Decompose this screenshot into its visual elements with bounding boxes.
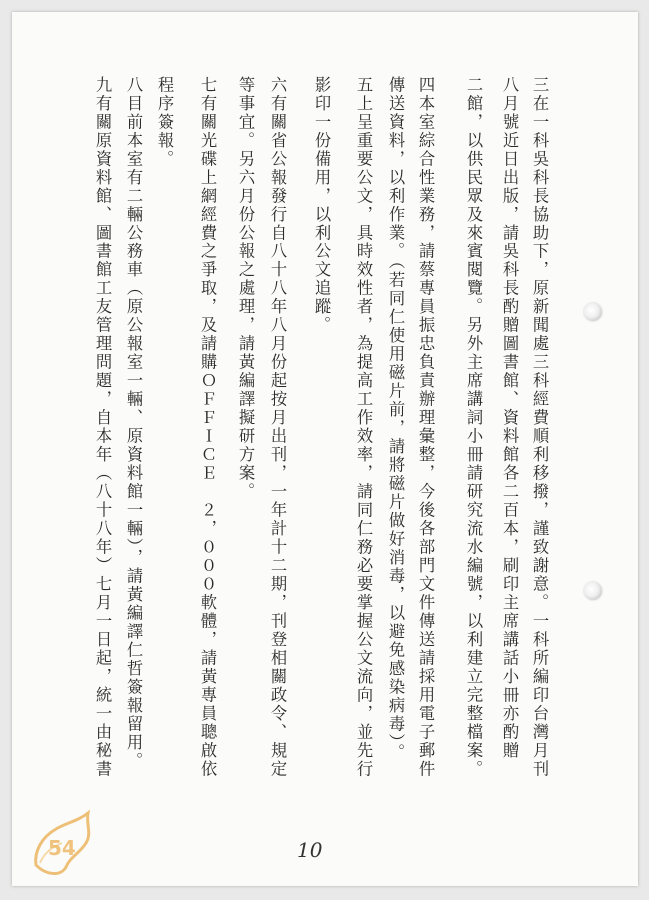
text-column-5: 傳送資料，以利作業。（若同仁使用磁片前，請將磁片做好消毒，以避免感染病毒）。 — [386, 76, 405, 763]
text-column-13: 九有關原資料館、圖書館工友管理問題，自本年（八十八年）七月一日起，統一由秘書 — [93, 76, 112, 779]
text-column-12: 八目前本室有二輛公務車（原公報室一輛、原資料館一輛），請黃編譯仁哲簽報留用。 — [124, 76, 143, 771]
page-number: 10 — [297, 838, 323, 862]
watermark-text: 54 — [48, 836, 76, 860]
document-page — [12, 12, 638, 886]
staple-mark-lower — [584, 582, 602, 600]
text-column-10: 七有關光碟上網經費之爭取，及請購ＯＦＦＩＣＥ ２，０００軟體，請黃專員聰啟依 — [198, 76, 217, 779]
text-column-7: 影印一份備用，以利公文追蹤。 — [312, 76, 331, 335]
text-column-3: 二館，以供民眾及來賓閱覽。另外主席講詞小冊請研究流水編號，以利建立完整檔案。 — [464, 76, 483, 779]
text-column-1: 三在一科吳科長協助下，原新聞處三科經費順利移撥，謹致謝意。一科所編印台灣月刊 — [530, 76, 549, 779]
text-column-9: 等事宜。另六月份公報之處理，請黃編譯擬研方案。 — [236, 76, 255, 502]
text-column-6: 五上呈重要公文，具時效性者，為提高工作效率，請同仁務必要掌握公文流向，並先行 — [354, 76, 373, 779]
text-column-4: 四本室綜合性業務，請蔡專員振忠負責辦理彙整，今後各部門文件傳送請採用電子郵件 — [416, 76, 435, 779]
text-column-2: 八月號近日出版，請吳科長酌贈圖書館、資料館各二百本，刷印主席講話小冊亦酌贈 — [500, 76, 519, 761]
text-column-8: 六有關省公報發行自八十八年八月份起按月出刊，一年計十二期，刊登相關政令、規定 — [268, 76, 287, 779]
watermark-logo-icon — [26, 803, 106, 883]
text-column-11: 程序簽報。 — [155, 76, 174, 169]
staple-mark-upper — [584, 303, 602, 321]
